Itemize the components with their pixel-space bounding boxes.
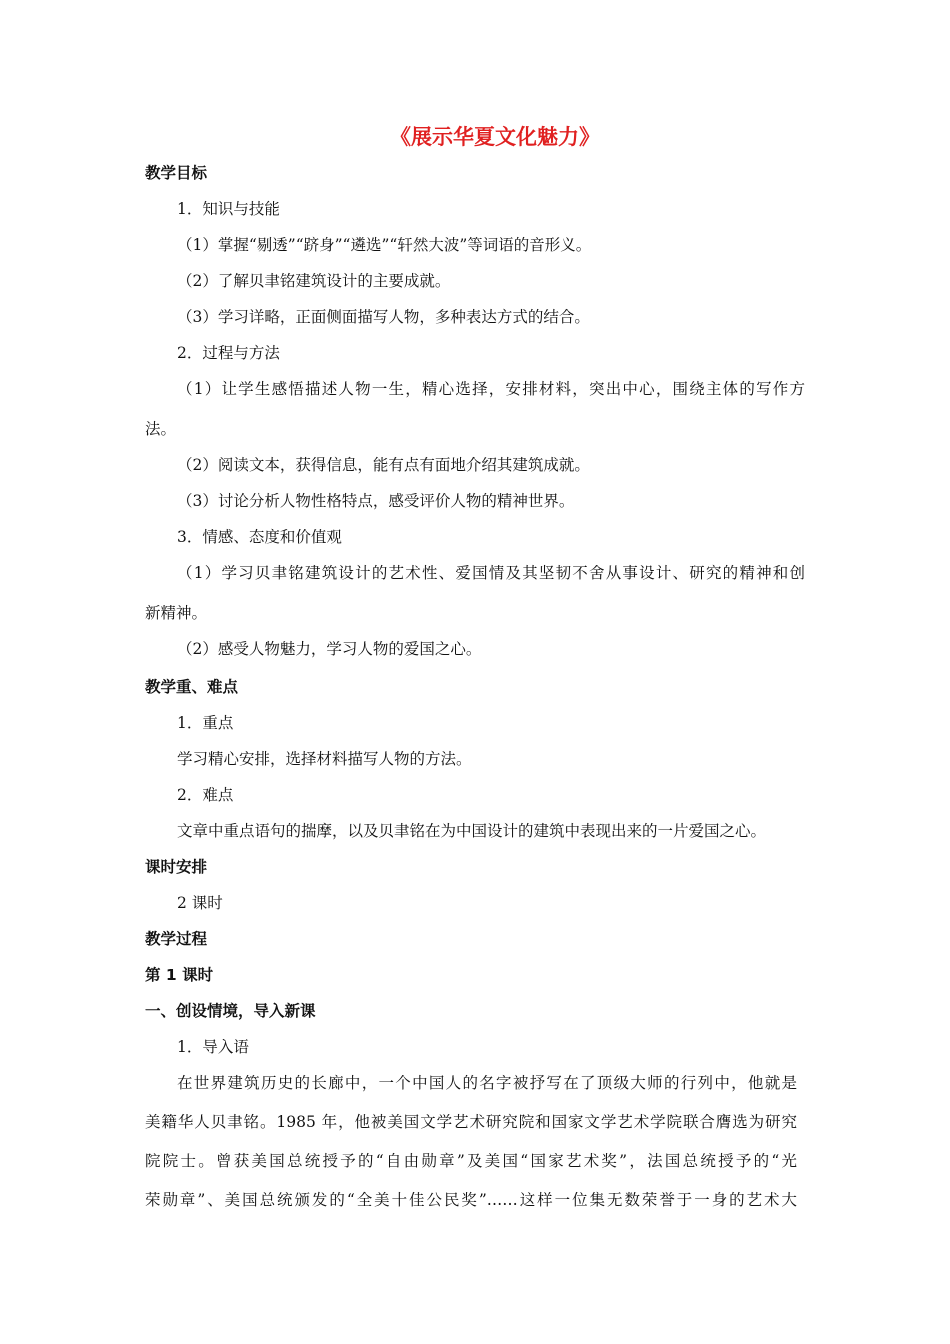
paragraph-line: （2）感受人物魅力，学习人物的爱国之心。 (177, 640, 482, 658)
paragraph-line: 法。 (145, 420, 177, 438)
subheading: 2．难点 (177, 786, 234, 804)
section-heading: 一、创设情境，导入新课 (145, 1002, 316, 1020)
paragraph-line: （2）阅读文本，获得信息，能有点有面地介绍其建筑成就。 (177, 456, 590, 474)
section-heading: 教学目标 (145, 164, 208, 182)
document-title: 《展示华夏文化魅力》 (390, 125, 600, 149)
paragraph-line: 荣勋章”、美国总统颁发的“全美十佳公民奖”……这样一位集无数荣誉于一身的艺术大 (145, 1191, 797, 1209)
subheading: 1．导入语 (177, 1038, 249, 1056)
paragraph-line: （1）掌握“剔透”“跻身”“遴选”“轩然大波”等词语的音形义。 (177, 236, 592, 254)
subheading: 3．情感、态度和价值观 (177, 528, 342, 546)
paragraph-line: （1）学习贝聿铭建筑设计的艺术性、爱国情及其坚韧不舍从事设计、研究的精神和创 (177, 564, 805, 582)
paragraph-line: 新精神。 (145, 604, 208, 622)
paragraph-line: （2）了解贝聿铭建筑设计的主要成就。 (177, 272, 451, 290)
subheading: 1．重点 (177, 714, 234, 732)
paragraph-line: 2 课时 (177, 894, 223, 912)
paragraph-line: 在世界建筑历史的长廊中，一个中国人的名字被抒写在了顶级大师的行列中，他就是 (177, 1074, 797, 1092)
section-heading: 课时安排 (145, 858, 208, 876)
paragraph-line: 文章中重点语句的揣摩，以及贝聿铭在为中国设计的建筑中表现出来的一片爱国之心。 (177, 822, 767, 840)
paragraph-line: （1）让学生感悟描述人物一生，精心选择，安排材料，突出中心，围绕主体的写作方 (177, 380, 805, 398)
paragraph-line: 美籍华人贝聿铭。1985 年，他被美国文学艺术研究院和国家文学艺术学院联合膺选为研究 (145, 1113, 797, 1131)
subheading: 2．过程与方法 (177, 344, 280, 362)
paragraph-line: （3）讨论分析人物性格特点，感受评价人物的精神世界。 (177, 492, 575, 510)
paragraph-line: （3）学习详略，正面侧面描写人物，多种表达方式的结合。 (177, 308, 590, 326)
section-heading: 教学过程 (145, 930, 208, 948)
subheading: 1．知识与技能 (177, 200, 280, 218)
paragraph-line: 院院士。曾获美国总统授予的“自由勋章”及美国“国家艺术奖”，法国总统授予的“光 (145, 1152, 797, 1170)
section-heading: 第 1 课时 (145, 966, 214, 984)
paragraph-line: 学习精心安排，选择材料描写人物的方法。 (177, 750, 472, 768)
section-heading: 教学重、难点 (145, 678, 239, 696)
